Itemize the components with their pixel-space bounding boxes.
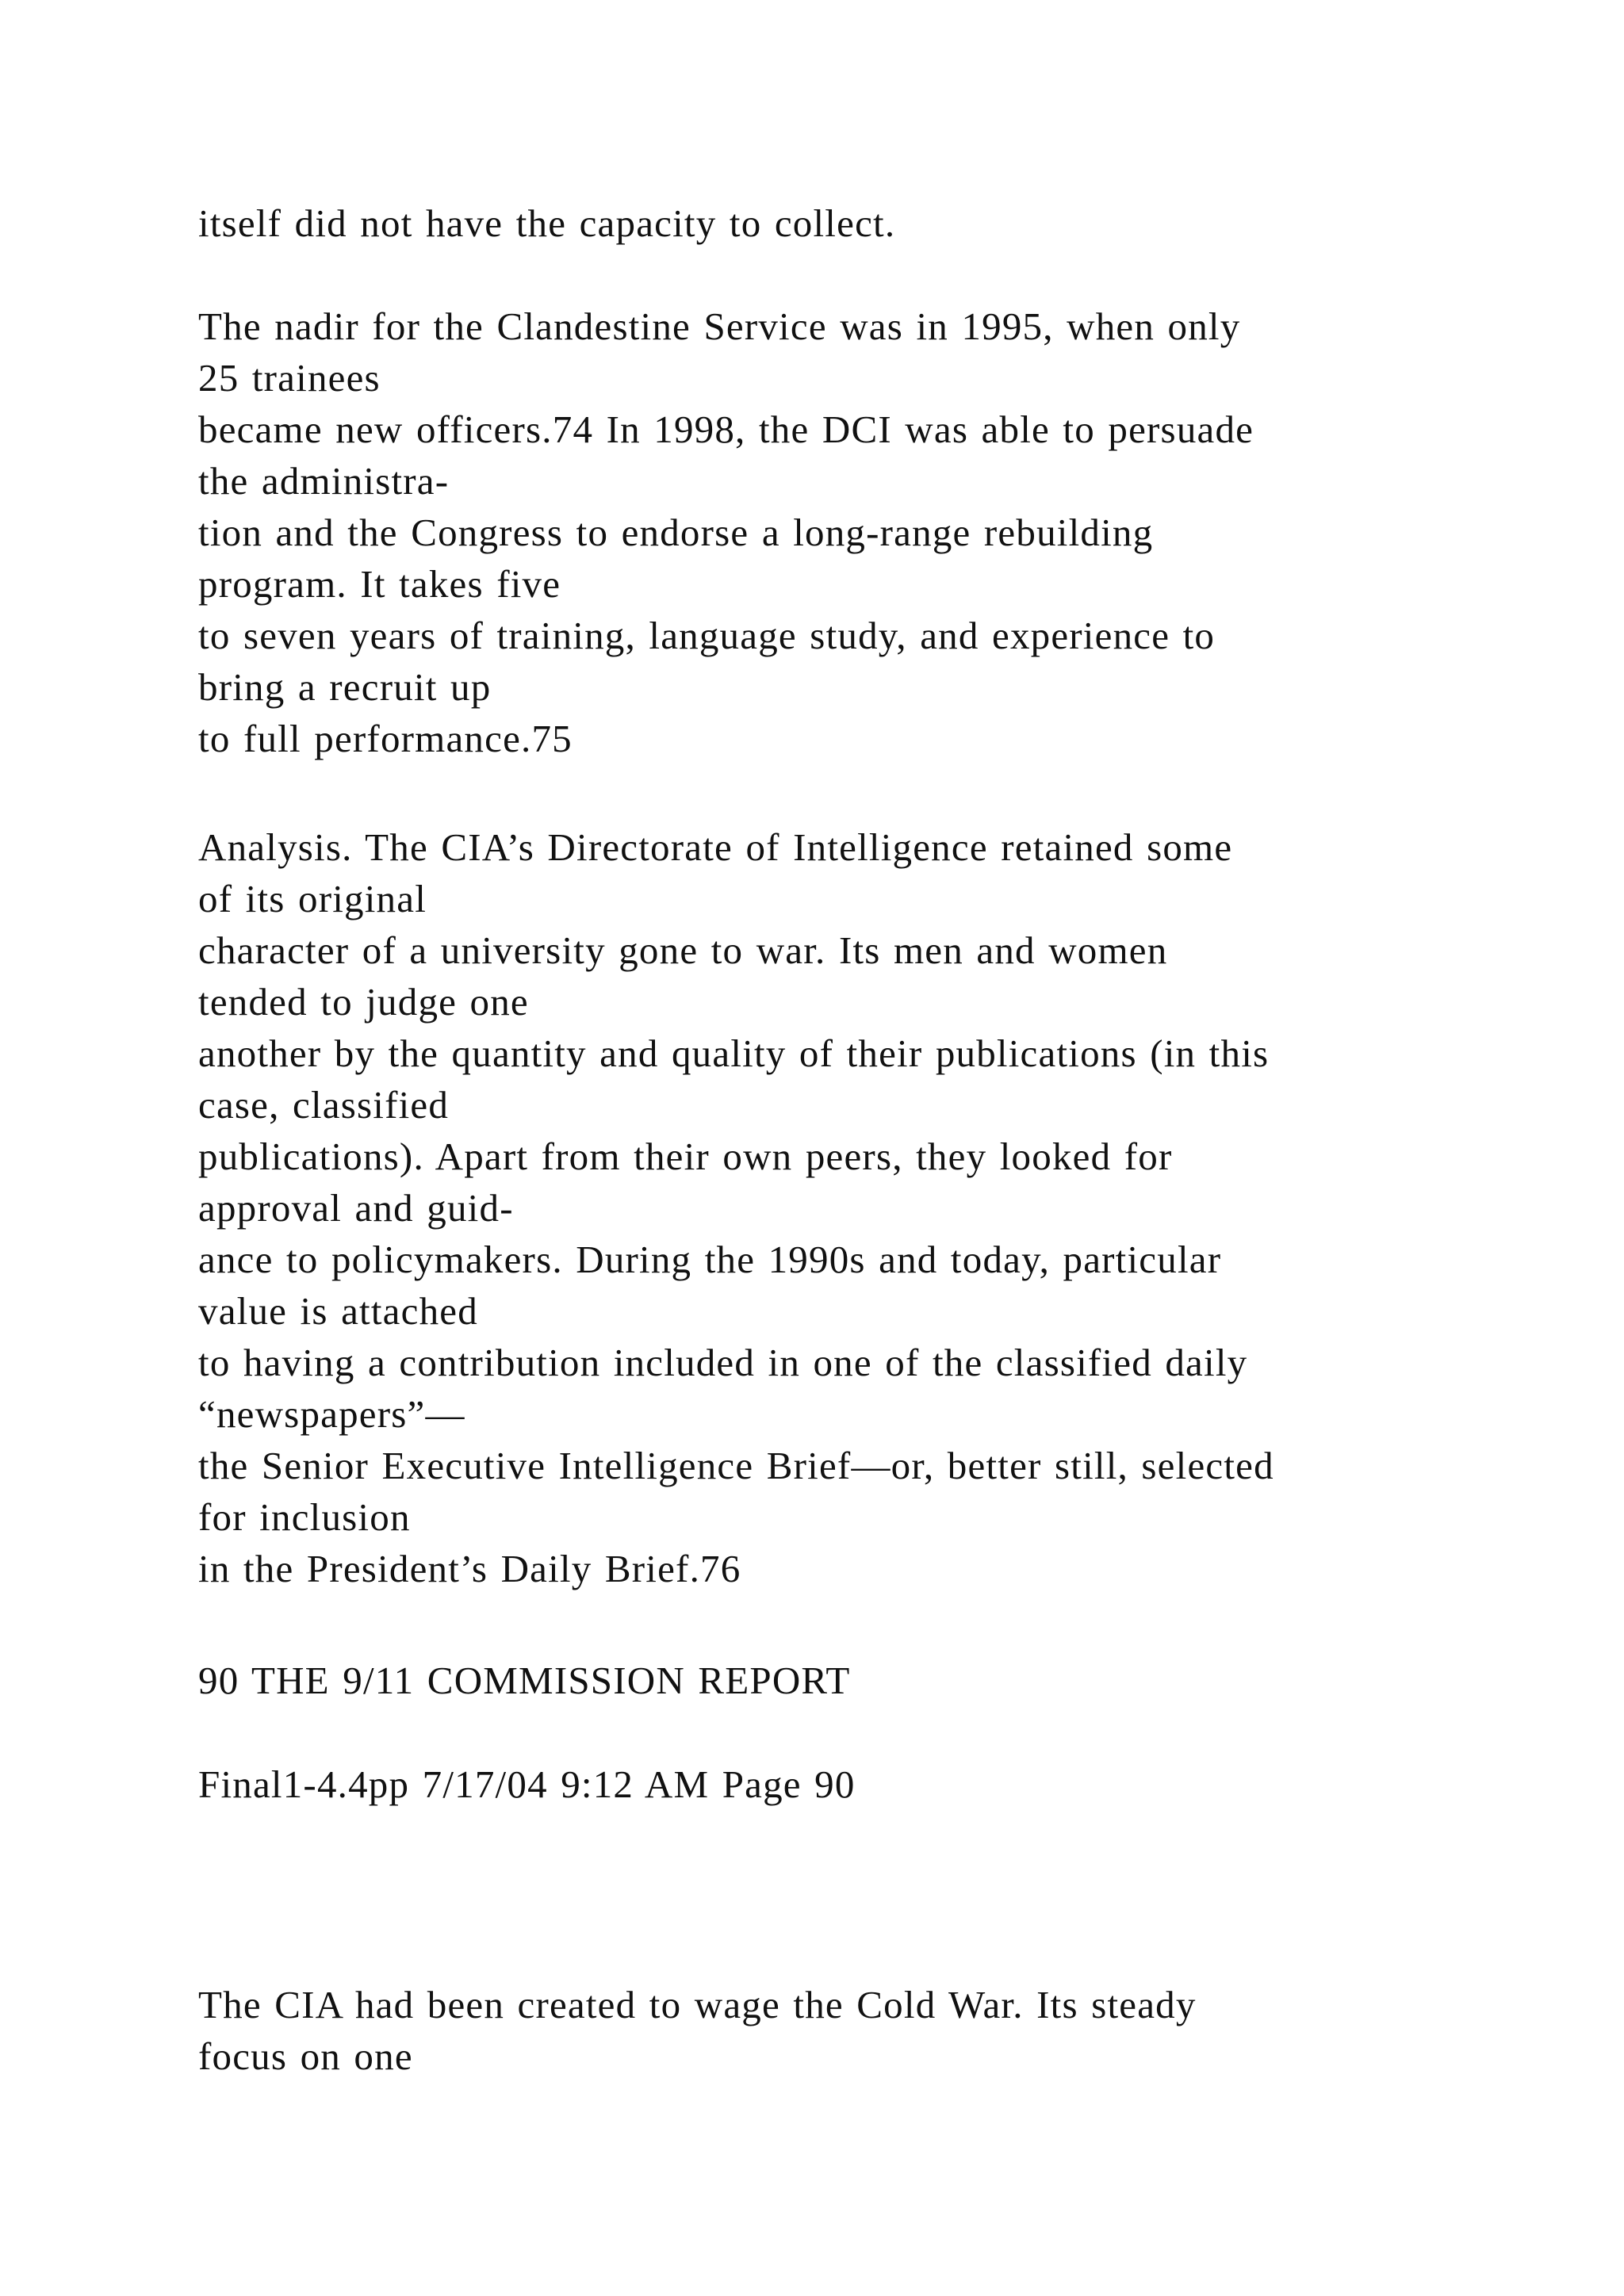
file-stamp [198,1758,1507,1810]
text-line: tion and the Congress to endorse a long-range rebuilding [198,511,1154,554]
text-line: character of a university gone to war. Its men and women [198,928,1168,972]
text-line: to full performance.75 [198,717,573,760]
running-footer [198,1655,1507,1706]
paragraph-clandestine-service [198,300,1507,764]
text-line: to having a contribution included in one of the classified daily [198,1341,1248,1384]
file-stamp-text: Final1-4.4pp 7/17/04 9:12 AM Page 90 [198,1762,856,1806]
text-line: publications). Apart from their own peers, they looked for [198,1135,1173,1178]
text-line: in the President’s Daily Brief.76 [198,1547,741,1590]
text-line: of its original [198,877,427,920]
text-line: focus on one [198,2034,413,2078]
text-line: ance to policymakers. During the 1990s and today, particular [198,1238,1222,1281]
text-line: to seven years of training, language study, and experience to [198,614,1216,657]
paragraph-cold-war [198,1979,1507,2082]
text-line: itself did not have the capacity to collect. [198,201,896,245]
text-line: The CIA had been created to wage the Cold War. Its steady [198,1983,1197,2026]
text-line: value is attached [198,1289,478,1333]
text-line: tended to judge one [198,980,529,1024]
text-line: case, classified [198,1083,450,1127]
text-line: The nadir for the Clandestine Service was in 1995, when only [198,304,1241,348]
text-line: another by the quantity and quality of their publications (in this [198,1031,1270,1075]
text-line: “newspapers”— [198,1392,465,1436]
footer-text: 90 THE 9/11 COMMISSION REPORT [198,1659,851,1702]
paragraph-collection-capacity [198,197,1507,249]
text-line: the Senior Executive Intelligence Brief—or, better still, selected [198,1444,1274,1487]
text-line: the administra- [198,459,450,503]
text-line: for inclusion [198,1495,411,1539]
text-line: program. It takes five [198,562,561,606]
text-line: became new officers.74 In 1998, the DCI was able to persuade [198,408,1254,451]
paragraph-analysis [198,821,1507,1594]
text-line: 25 trainees [198,356,381,400]
text-line: bring a recruit up [198,665,492,709]
text-line: Analysis. The CIA’s Directorate of Intelligence retained some [198,825,1233,869]
text-line: approval and guid- [198,1186,514,1230]
